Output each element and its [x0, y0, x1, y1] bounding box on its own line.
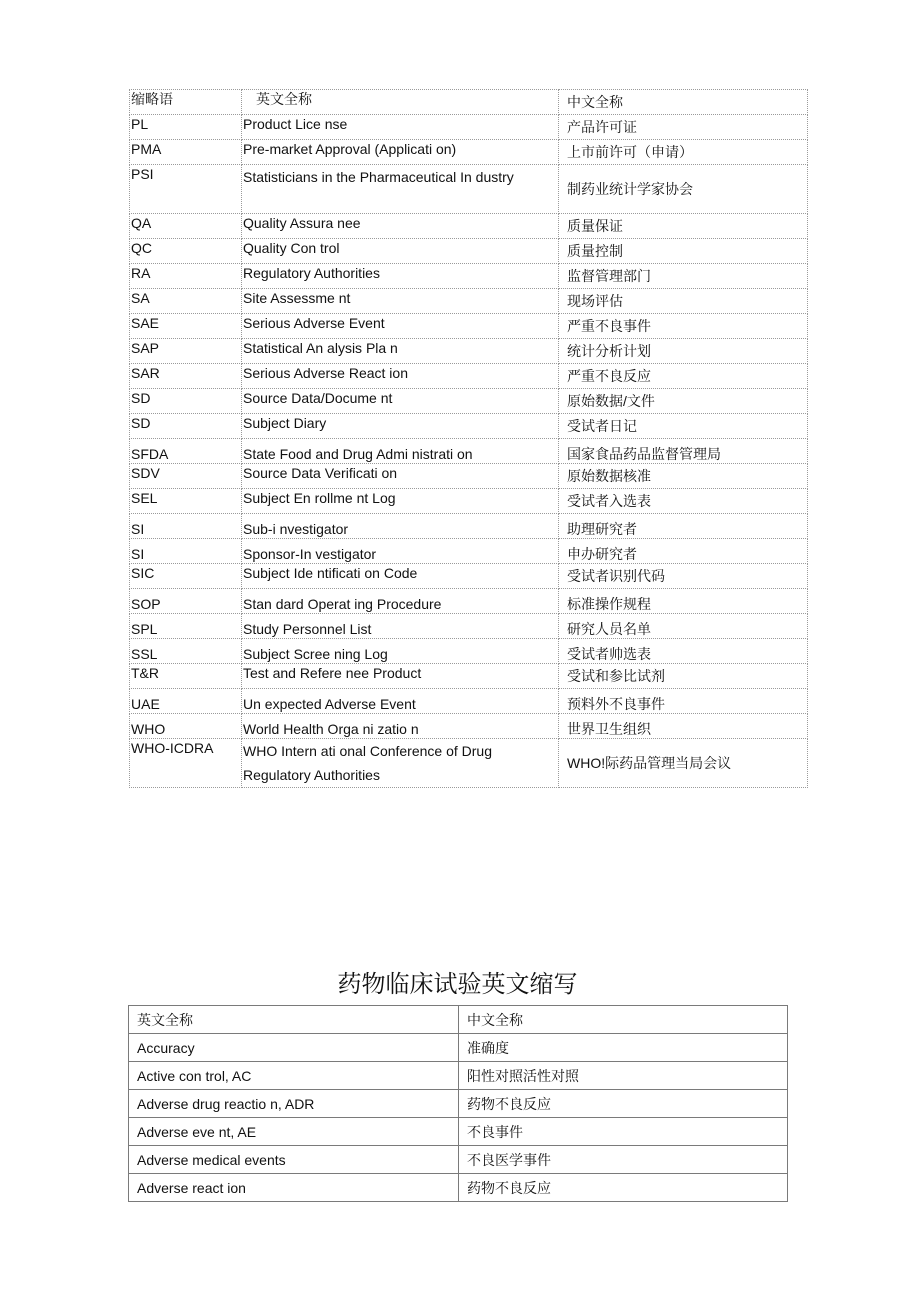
english-cell: Study Personnel List: [242, 614, 559, 639]
english-cell: Source Data Verificati on: [242, 464, 559, 489]
chinese-cell: 研究人员名单: [559, 614, 808, 639]
chinese-cell: 原始数据核准: [559, 464, 808, 489]
table-row: [130, 314, 808, 339]
english-cell: Quality Assura nee: [242, 214, 559, 239]
table-row: [130, 165, 808, 214]
table-row: [130, 489, 808, 514]
abbr-cell: QC: [130, 239, 242, 264]
english-cell: Accuracy: [129, 1034, 459, 1062]
english-cell: Adverse drug reactio n, ADR: [129, 1090, 459, 1118]
table-row: [130, 339, 808, 364]
abbr-cell: SDV: [130, 464, 242, 489]
table-row: [130, 714, 808, 739]
table-header-row: [129, 1006, 788, 1034]
table-row: [130, 239, 808, 264]
table-row: [130, 739, 808, 788]
english-cell: State Food and Drug Admi nistrati on: [242, 439, 559, 464]
header-chinese: 中文全称: [559, 90, 808, 115]
english-cell: Sub-i nvestigator: [242, 514, 559, 539]
english-cell: Adverse react ion: [129, 1174, 459, 1202]
abbr-cell: SOP: [130, 589, 242, 614]
english-cell: Serious Adverse React ion: [242, 364, 559, 389]
chinese-cell: 药物不良反应: [459, 1174, 788, 1202]
chinese-cell: 上市前许可（申请）: [559, 140, 808, 165]
english-cell: Pre-market Approval (Applicati on): [242, 140, 559, 165]
header-abbr: 缩略语: [130, 90, 242, 115]
english-cell: Adverse eve nt, AE: [129, 1118, 459, 1146]
abbr-cell: QA: [130, 214, 242, 239]
english-cell: Statisticians in the Pharmaceutical In dustry: [242, 165, 559, 214]
table-row: [130, 639, 808, 664]
glossary-table: [128, 1005, 788, 1202]
table-row: [130, 614, 808, 639]
chinese-cell: 现场评估: [559, 289, 808, 314]
english-cell: Test and Refere nee Product: [242, 664, 559, 689]
abbr-cell: UAE: [130, 689, 242, 714]
table-row: [129, 1174, 788, 1202]
table-row: [130, 439, 808, 464]
chinese-cell: 制药业统计学家协会: [559, 165, 808, 214]
header-english: 英文全称: [242, 90, 559, 115]
chinese-cell: 原始数据/文件: [559, 389, 808, 414]
abbr-cell: T&R: [130, 664, 242, 689]
abbr-cell: PSI: [130, 165, 242, 214]
table-row: [129, 1118, 788, 1146]
english-cell: Adverse medical events: [129, 1146, 459, 1174]
abbr-cell: SAE: [130, 314, 242, 339]
table-header-row: [130, 90, 808, 115]
chinese-cell: 助理研究者: [559, 514, 808, 539]
chinese-cell: 阳性对照活性对照: [459, 1062, 788, 1090]
chinese-cell: 世界卫生组织: [559, 714, 808, 739]
chinese-cell: 受试者识别代码: [559, 564, 808, 589]
abbr-cell: RA: [130, 264, 242, 289]
abbr-cell: SFDA: [130, 439, 242, 464]
english-cell: Statistical An alysis Pla n: [242, 339, 559, 364]
abbr-cell: SAR: [130, 364, 242, 389]
abbr-cell: SD: [130, 389, 242, 414]
english-cell: Quality Con trol: [242, 239, 559, 264]
abbr-cell: SSL: [130, 639, 242, 664]
table-row: [130, 689, 808, 714]
table-row: [130, 539, 808, 564]
abbr-cell: SI: [130, 539, 242, 564]
chinese-cell: 统计分析计划: [559, 339, 808, 364]
table-row: [129, 1034, 788, 1062]
chinese-cell: 受试者入选表: [559, 489, 808, 514]
chinese-cell: 药物不良反应: [459, 1090, 788, 1118]
abbr-cell: SAP: [130, 339, 242, 364]
english-cell: Regulatory Authorities: [242, 264, 559, 289]
chinese-cell: 预料外不良事件: [559, 689, 808, 714]
abbr-cell: WHO-ICDRA: [130, 739, 242, 788]
english-cell: Stan dard Operat ing Procedure: [242, 589, 559, 614]
chinese-cell: 不良事件: [459, 1118, 788, 1146]
chinese-cell: 标准操作规程: [559, 589, 808, 614]
chinese-cell: 受试和参比试剂: [559, 664, 808, 689]
abbr-cell: SA: [130, 289, 242, 314]
english-cell: WHO Intern ati onal Conference of Drug Regulatory Authorities: [242, 739, 559, 788]
table-row: [130, 414, 808, 439]
chinese-cell: 受试者帅选表: [559, 639, 808, 664]
english-cell: Product Lice nse: [242, 115, 559, 140]
english-cell: Serious Adverse Event: [242, 314, 559, 339]
table-row: [129, 1146, 788, 1174]
english-cell: Subject En rollme nt Log: [242, 489, 559, 514]
chinese-cell: 受试者日记: [559, 414, 808, 439]
abbr-cell: WHO: [130, 714, 242, 739]
chinese-cell: 严重不良事件: [559, 314, 808, 339]
chinese-cell: 产品许可证: [559, 115, 808, 140]
english-cell: Active con trol, AC: [129, 1062, 459, 1090]
header-chinese: 中文全称: [459, 1006, 788, 1034]
chinese-cell: 准确度: [459, 1034, 788, 1062]
english-cell: Sponsor-In vestigator: [242, 539, 559, 564]
table-row: [130, 289, 808, 314]
english-cell: Subject Scree ning Log: [242, 639, 559, 664]
chinese-cell: 质量控制: [559, 239, 808, 264]
english-cell: Un expected Adverse Event: [242, 689, 559, 714]
abbr-cell: PL: [130, 115, 242, 140]
english-cell: Subject Diary: [242, 414, 559, 439]
table-row: [130, 364, 808, 389]
table-row: [129, 1090, 788, 1118]
abbr-cell: SI: [130, 514, 242, 539]
abbr-cell: PMA: [130, 140, 242, 165]
abbr-cell: SEL: [130, 489, 242, 514]
english-cell: World Health Orga ni zatio n: [242, 714, 559, 739]
chinese-cell: 质量保证: [559, 214, 808, 239]
table-row: [130, 115, 808, 140]
table-row: [130, 214, 808, 239]
english-cell: Site Assessme nt: [242, 289, 559, 314]
table-row: [130, 140, 808, 165]
english-cell: Source Data/Docume nt: [242, 389, 559, 414]
table-row: [130, 264, 808, 289]
abbr-cell: SD: [130, 414, 242, 439]
table-row: [130, 664, 808, 689]
chinese-cell: WHO!际药品管理当局会议: [559, 739, 808, 788]
table-row: [130, 514, 808, 539]
abbreviation-table: [129, 89, 808, 788]
chinese-cell: 申办研究者: [559, 539, 808, 564]
chinese-cell: 不良医学事件: [459, 1146, 788, 1174]
table-row: [130, 564, 808, 589]
header-english: 英文全称: [129, 1006, 459, 1034]
chinese-cell: 监督管理部门: [559, 264, 808, 289]
chinese-cell: 国家食品药品监督管理局: [559, 439, 808, 464]
page-title: 药物临床试验英文缩写: [337, 970, 578, 998]
abbr-cell: SPL: [130, 614, 242, 639]
table-row: [130, 464, 808, 489]
abbr-cell: SIC: [130, 564, 242, 589]
english-cell: Subject Ide ntificati on Code: [242, 564, 559, 589]
table-row: [130, 389, 808, 414]
chinese-cell: 严重不良反应: [559, 364, 808, 389]
table-row: [129, 1062, 788, 1090]
table-row: [130, 589, 808, 614]
